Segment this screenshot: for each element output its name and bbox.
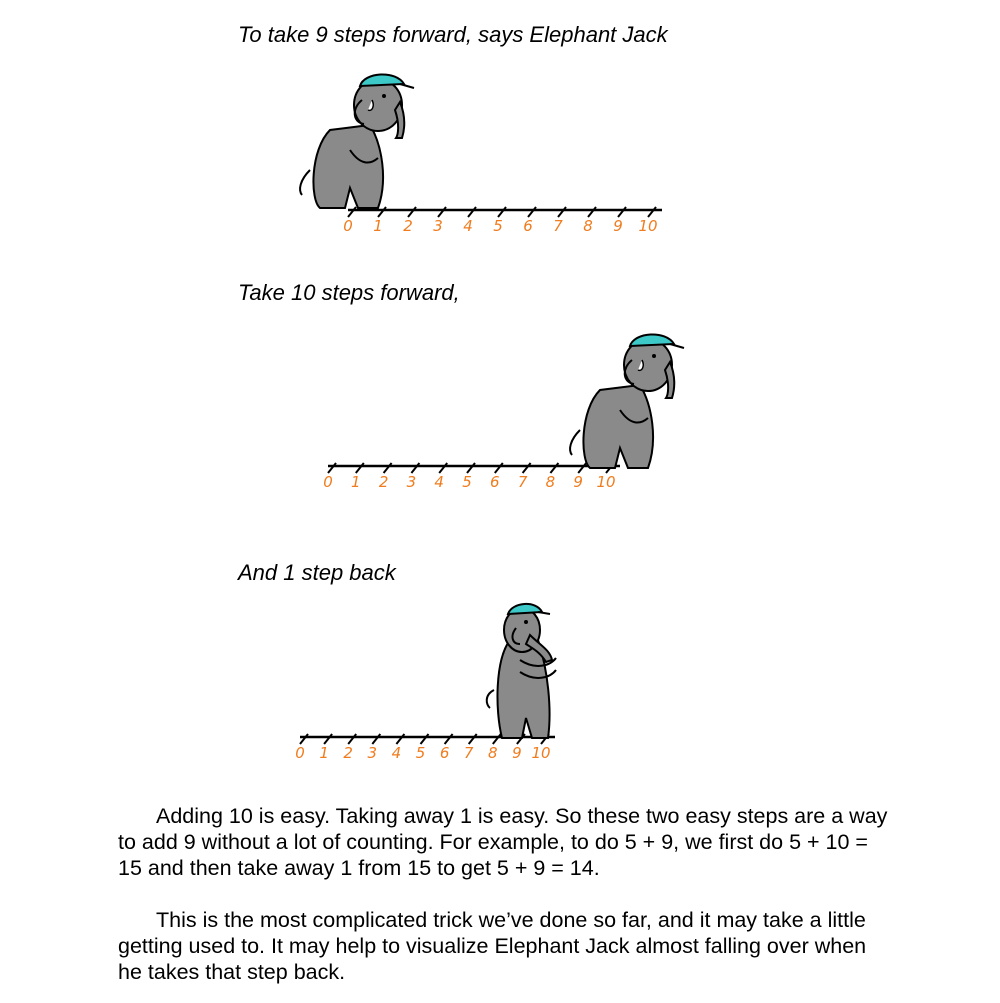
number-line-label: 8 bbox=[545, 473, 556, 491]
number-line-label: 0 bbox=[323, 473, 333, 491]
number-line-label: 4 bbox=[434, 473, 444, 491]
number-line-label: 8 bbox=[488, 744, 498, 762]
number-line-label: 6 bbox=[439, 744, 450, 762]
number-line-label: 5 bbox=[493, 217, 503, 235]
number-line-label: 1 bbox=[373, 217, 383, 235]
caption-third: And 1 step back bbox=[238, 560, 396, 585]
number-line-label: 7 bbox=[517, 473, 528, 491]
number-line-label: 6 bbox=[490, 473, 500, 491]
number-line-label: 2 bbox=[403, 217, 413, 235]
number-line-label: 6 bbox=[523, 217, 533, 235]
number-line-label: 9 bbox=[573, 473, 583, 491]
number-line-label: 8 bbox=[583, 217, 593, 235]
number-line-label: 1 bbox=[351, 473, 361, 491]
number-line-label: 4 bbox=[391, 744, 402, 762]
number-line-label: 3 bbox=[433, 217, 443, 235]
number-line-label: 9 bbox=[512, 744, 522, 762]
number-line-label: 9 bbox=[613, 217, 623, 235]
number-line-label: 5 bbox=[415, 744, 426, 762]
caption-first: To take 9 steps forward, says Elephant Jack bbox=[238, 22, 668, 47]
number-line-label: 5 bbox=[462, 473, 472, 491]
caption-second: Take 10 steps forward, bbox=[238, 280, 460, 305]
number-line-label: 4 bbox=[463, 217, 473, 235]
number-line-label: 1 bbox=[319, 744, 329, 762]
number-line-label: 10 bbox=[531, 744, 551, 762]
number-line-label: 0 bbox=[343, 217, 353, 235]
explanation-paragraph-2: This is the most complicated trick we’ve done so far, and it may take a little getting used to. It may help to visualize Elephant Jack almost falling over when he takes that step back. bbox=[118, 908, 867, 984]
number-line-label: 2 bbox=[343, 744, 353, 762]
number-line-label: 7 bbox=[553, 217, 563, 235]
number-line-label: 0 bbox=[295, 744, 305, 762]
number-line-label: 2 bbox=[378, 473, 389, 491]
number-line-label: 10 bbox=[596, 473, 616, 491]
number-line-label: 3 bbox=[367, 744, 378, 762]
number-line-label: 7 bbox=[463, 744, 474, 762]
number-line-label: 10 bbox=[638, 217, 658, 235]
number-line-label: 3 bbox=[406, 473, 417, 491]
explanation-paragraph-1: Adding 10 is easy. Taking away 1 is easy. So these two easy steps are a way to add 9 without a lot of counting. For example, to do 5 + 9, we first do 5 + 10 = 15 and then take away 1 from 15 to get 5 + 9 = 14. bbox=[118, 804, 888, 880]
